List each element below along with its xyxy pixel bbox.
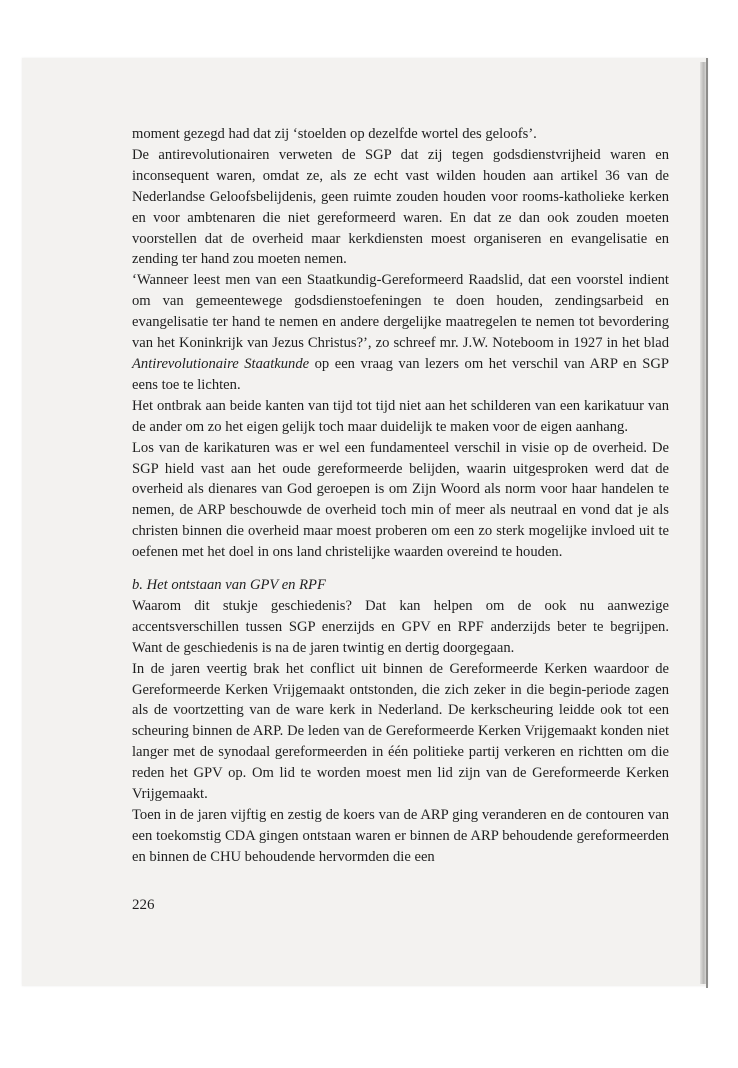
journal-title: Antirevolutionaire Staatkunde bbox=[132, 355, 310, 372]
page-number: 226 bbox=[132, 897, 155, 913]
paragraph: Waarom dit stukje geschiedenis? Dat kan helpen om de ook nu aanwezige accentsverschillen tussen SGP enerzijds en GPV en RPF anderzijds beter te begrijpen. Want de geschiedenis is na de jaren twintig en dertig doorgegaan. bbox=[132, 597, 669, 656]
body-text bbox=[132, 124, 669, 868]
paragraph: De antirevolutionairen verweten de SGP dat zij tegen godsdienstvrijheid waren en inconsequent waren, omdat ze, als ze echt vast wilden houden aan artikel 36 van de Nederlandse Geloofsbelijdenis, geen ruimte zouden houden voor rooms-katholieke kerken en voor ambtenaren die niet gereformeerd waren. En dat ze dan ook zouden moeten voorstellen dat de overheid maar kerkdiensten moest organiseren en evangelisatie en zending ter hand zou moeten nemen. bbox=[132, 146, 669, 268]
book-page-edge bbox=[706, 58, 708, 988]
quote-paragraph bbox=[132, 270, 669, 395]
paragraph: In de jaren veertig brak het conflict uit binnen de Gereformeerde Kerken waardoor de Gereformeerde Kerken Vrijgemaakt ontstonden, die zich zeker in die begin-periode zagen als de voortzetting van de ware kerk in Nederland. De kerkscheuring leidde ook tot een scheuring binnen de ARP. De leden van de Gereformeerde Kerken Vrijgemaakt konden niet langer met de synodaal gereformeerden in één politieke partij verkeren en richtten om die reden het GPV op. Om lid te worden moest men lid zijn van de Gereformeerde Kerken Vrijgemaakt. bbox=[132, 660, 669, 803]
quote-text: ‘Wanneer leest men van een Staatkundig-Gereformeerd Raadslid, dat een voorstel indient om van gemeentewege godsdienstoefeningen te doen houden, zendingsarbeid en evangelisatie ter hand te nemen en andere dergelijke maatregelen te nemen tot bevordering van het Koninkrijk van Jezus Christus?’, zo schreef mr. J.W. Noteboom in 1927 in het blad bbox=[132, 272, 669, 352]
quote-text-end: op een vraag van lezers om het verschil van ARP en SGP eens toe te lichten. bbox=[132, 355, 669, 393]
paragraph: Toen in de jaren vijftig en zestig de koers van de ARP ging veranderen en de contouren van een toekomstig CDA gingen ontstaan waren er binnen de ARP behoudende gereformeerden en binnen de CHU behoudende hervormden die een bbox=[132, 807, 669, 865]
paragraph: moment gezegd had dat zij ‘stoelden op dezelfde wortel des geloofs’. bbox=[132, 126, 537, 142]
paragraph: Los van de karikaturen was er wel een fundamenteel verschil in visie op de overheid. De SGP hield vast aan het oude gereformeerde belijden, waarin uitgesproken werd dat de overheid als dienares van God geroepen is om Zijn Woord als norm voor haar handelen te nemen, de ARP beschouwde de overheid toch min of meer als neutraal en vond dat je als christen binnen die overheid maar moest proberen om een zo sterk mogelijke invloed uit te oefenen met het doel in ons land christelijke waarden overeind te houden. bbox=[132, 439, 669, 561]
paragraph: Het ontbrak aan beide kanten van tijd tot tijd niet aan het schilderen van een karikatuur van de ander om zo het eigen gelijk toch maar duidelijk te maken voor de eigen aanhang. bbox=[132, 397, 669, 435]
section-heading: b. Het ontstaan van GPV en RPF bbox=[132, 577, 326, 594]
